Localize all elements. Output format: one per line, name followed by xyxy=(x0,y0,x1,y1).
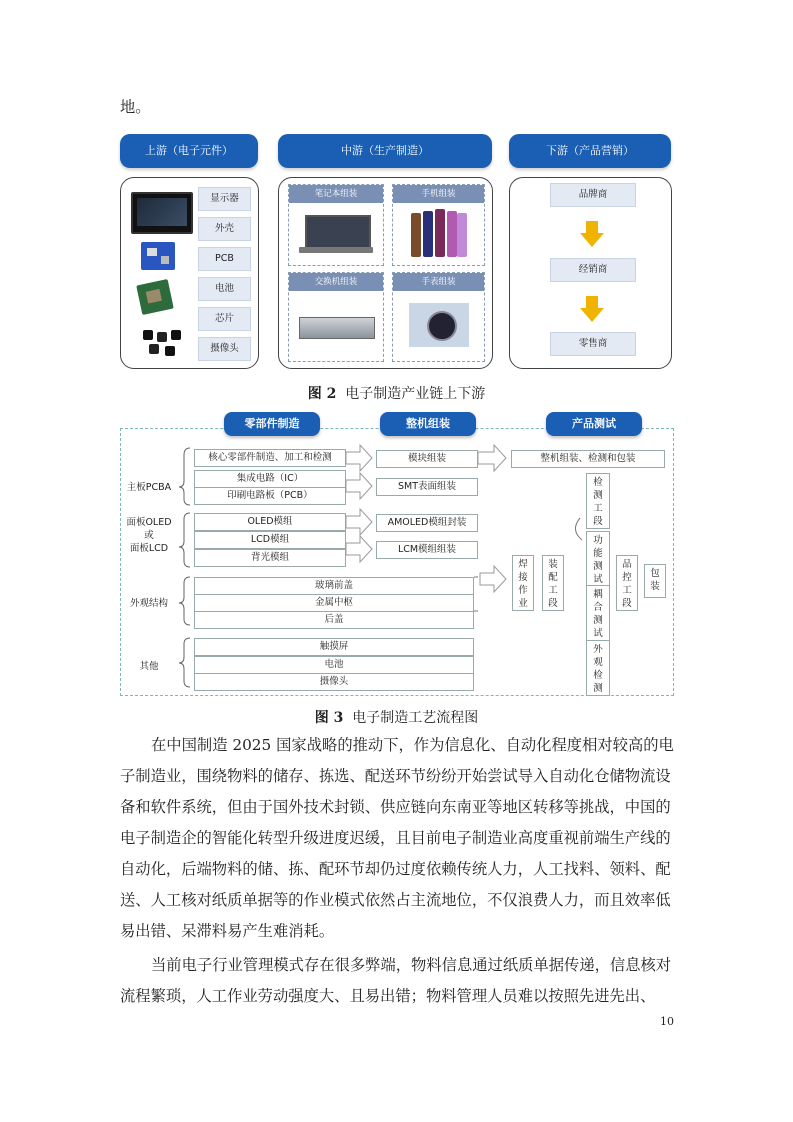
fig2-downstream-item: 零售商 xyxy=(550,332,636,356)
page-number: 10 xyxy=(660,1015,674,1028)
fig3-assembly-vertical: 装配工段 xyxy=(542,555,564,611)
fig2-upstream-item: 显示器 xyxy=(198,187,251,211)
body-text xyxy=(120,730,675,1012)
pcb-image xyxy=(141,242,175,270)
fig2-caption: 图 2 电子制造产业链上下游 xyxy=(307,386,486,402)
fig2-upstream-item: 摄像头 xyxy=(198,337,251,361)
fig3-part-item: 玻璃前盖 xyxy=(194,577,474,595)
fig3-group-label: 外观结构 xyxy=(129,598,168,609)
fig3-part-item: OLED模组 xyxy=(194,513,346,531)
fig3-test-vertical: 检测工段 xyxy=(586,473,610,529)
fig3-part-item: LCD模组 xyxy=(194,531,346,549)
fig2-downstream-item: 经销商 xyxy=(550,258,636,282)
fig2-mid-phone: 手机组装 xyxy=(392,184,485,266)
fig3-assembly-item: SMT表面组装 xyxy=(376,478,478,496)
camera-image xyxy=(143,330,187,358)
fig3-part-item: 核心零部件制造、加工和检测 xyxy=(194,449,346,467)
down-arrow-icon xyxy=(580,221,604,247)
fig3-part-item: 集成电路（IC） xyxy=(194,470,346,488)
fig3-assembly-item: 模块组装 xyxy=(376,450,478,468)
fig3-part-item: 触摸屏 xyxy=(194,638,474,656)
paragraph: 在中国制造 2025 国家战略的推动下，作为信息化、自动化程度相对较高的电子制造业，围绕物料的储存、拣选、配送环节纷纷开始尝试导入自动化仓储物流设备和软件系统，但由于国外技术封锁、供应链向东南亚等地区转移等挑战，中国的电子制造企的智能化转型升级进度迟缓，且目前电子制造业高度重视前端生产线的自动化，后端物料的储、拣、配环节却仍过度依赖传统人力，人工找料、领料、配送、人工核对纸质单据等的作业模式依然占主流地位，不仅浪费人力，而且效率低易出错、呆滞料易产生难消耗。 xyxy=(120,736,674,940)
fig3-assembly-item: AMOLED模组封装 xyxy=(376,514,478,532)
fig3-part-item: 后盖 xyxy=(194,611,474,629)
fig3-caption: 图 3 电子制造工艺流程图 xyxy=(314,710,479,726)
switch-image xyxy=(299,317,375,339)
fig2-downstream-item: 品牌商 xyxy=(550,183,636,207)
fig3-header-test: 产品测试 xyxy=(546,412,642,436)
monitor-image xyxy=(131,192,193,234)
fig2-upstream-item: 电池 xyxy=(198,277,251,301)
fig2-header-downstream: 下游（产品营销） xyxy=(509,134,671,168)
fig3-part-item: 背光模组 xyxy=(194,549,346,567)
fig3-part-item: 印刷电路板（PCB） xyxy=(194,487,346,505)
fig3-header-parts: 零部件制造 xyxy=(224,412,320,436)
fig2-upstream-item: PCB xyxy=(198,247,251,271)
fig2-midstream-panel xyxy=(278,177,493,369)
fig3-group-label: 主板PCBA xyxy=(126,482,172,493)
fig3-test-vertical: 耦合测试 xyxy=(586,585,610,641)
fig3-group-label: 面板OLED 或 面板LCD xyxy=(126,517,172,554)
fig3-assembly-item: LCM模组组装 xyxy=(376,541,478,559)
fig2-mid-laptop: 笔记本组装 xyxy=(288,184,384,266)
down-arrow-icon xyxy=(580,296,604,322)
fig2-upstream-item: 外壳 xyxy=(198,217,251,241)
fig3-test-vertical: 包装 xyxy=(644,564,666,598)
fig3-part-item: 摄像头 xyxy=(194,673,474,691)
fig2-downstream-panel xyxy=(509,177,672,369)
fig2-header-midstream: 中游（生产制造） xyxy=(278,134,492,168)
fig2-header-upstream: 上游（电子元件） xyxy=(120,134,258,168)
fig3-header-assembly: 整机组装 xyxy=(380,412,476,436)
watch-image xyxy=(409,303,469,347)
phone-image xyxy=(411,209,467,259)
paragraph: 当前电子行业管理模式存在很多弊端，物料信息通过纸质单据传递，信息核对流程繁琐，人工作业劳动强度大、且易出错；物料管理人员难以按照先进先出、 xyxy=(120,956,672,1005)
fig3-assembly-vertical: 焊接作业 xyxy=(512,555,534,611)
fig2-mid-switch: 交换机组装 xyxy=(288,272,384,362)
laptop-image xyxy=(305,215,371,249)
fig2-upstream-item: 芯片 xyxy=(198,307,251,331)
fig3-group-label: 其他 xyxy=(139,661,159,672)
fig3-test-vertical: 功能测试 xyxy=(586,531,610,587)
fig3-test-top: 整机组装、检测和包装 xyxy=(511,450,665,468)
fig3-test-vertical: 品控工段 xyxy=(616,555,638,611)
fig3-braces xyxy=(176,445,196,695)
fig2-upstream-panel xyxy=(120,177,259,369)
chip-image xyxy=(136,279,174,315)
fig3-part-item: 电池 xyxy=(194,656,474,674)
fig2-mid-watch: 手表组装 xyxy=(392,272,485,362)
fig3-test-vertical: 外观检测 xyxy=(586,640,610,696)
top-line: 地。 xyxy=(120,98,151,116)
fig3-part-item: 金属中枢 xyxy=(194,594,474,612)
